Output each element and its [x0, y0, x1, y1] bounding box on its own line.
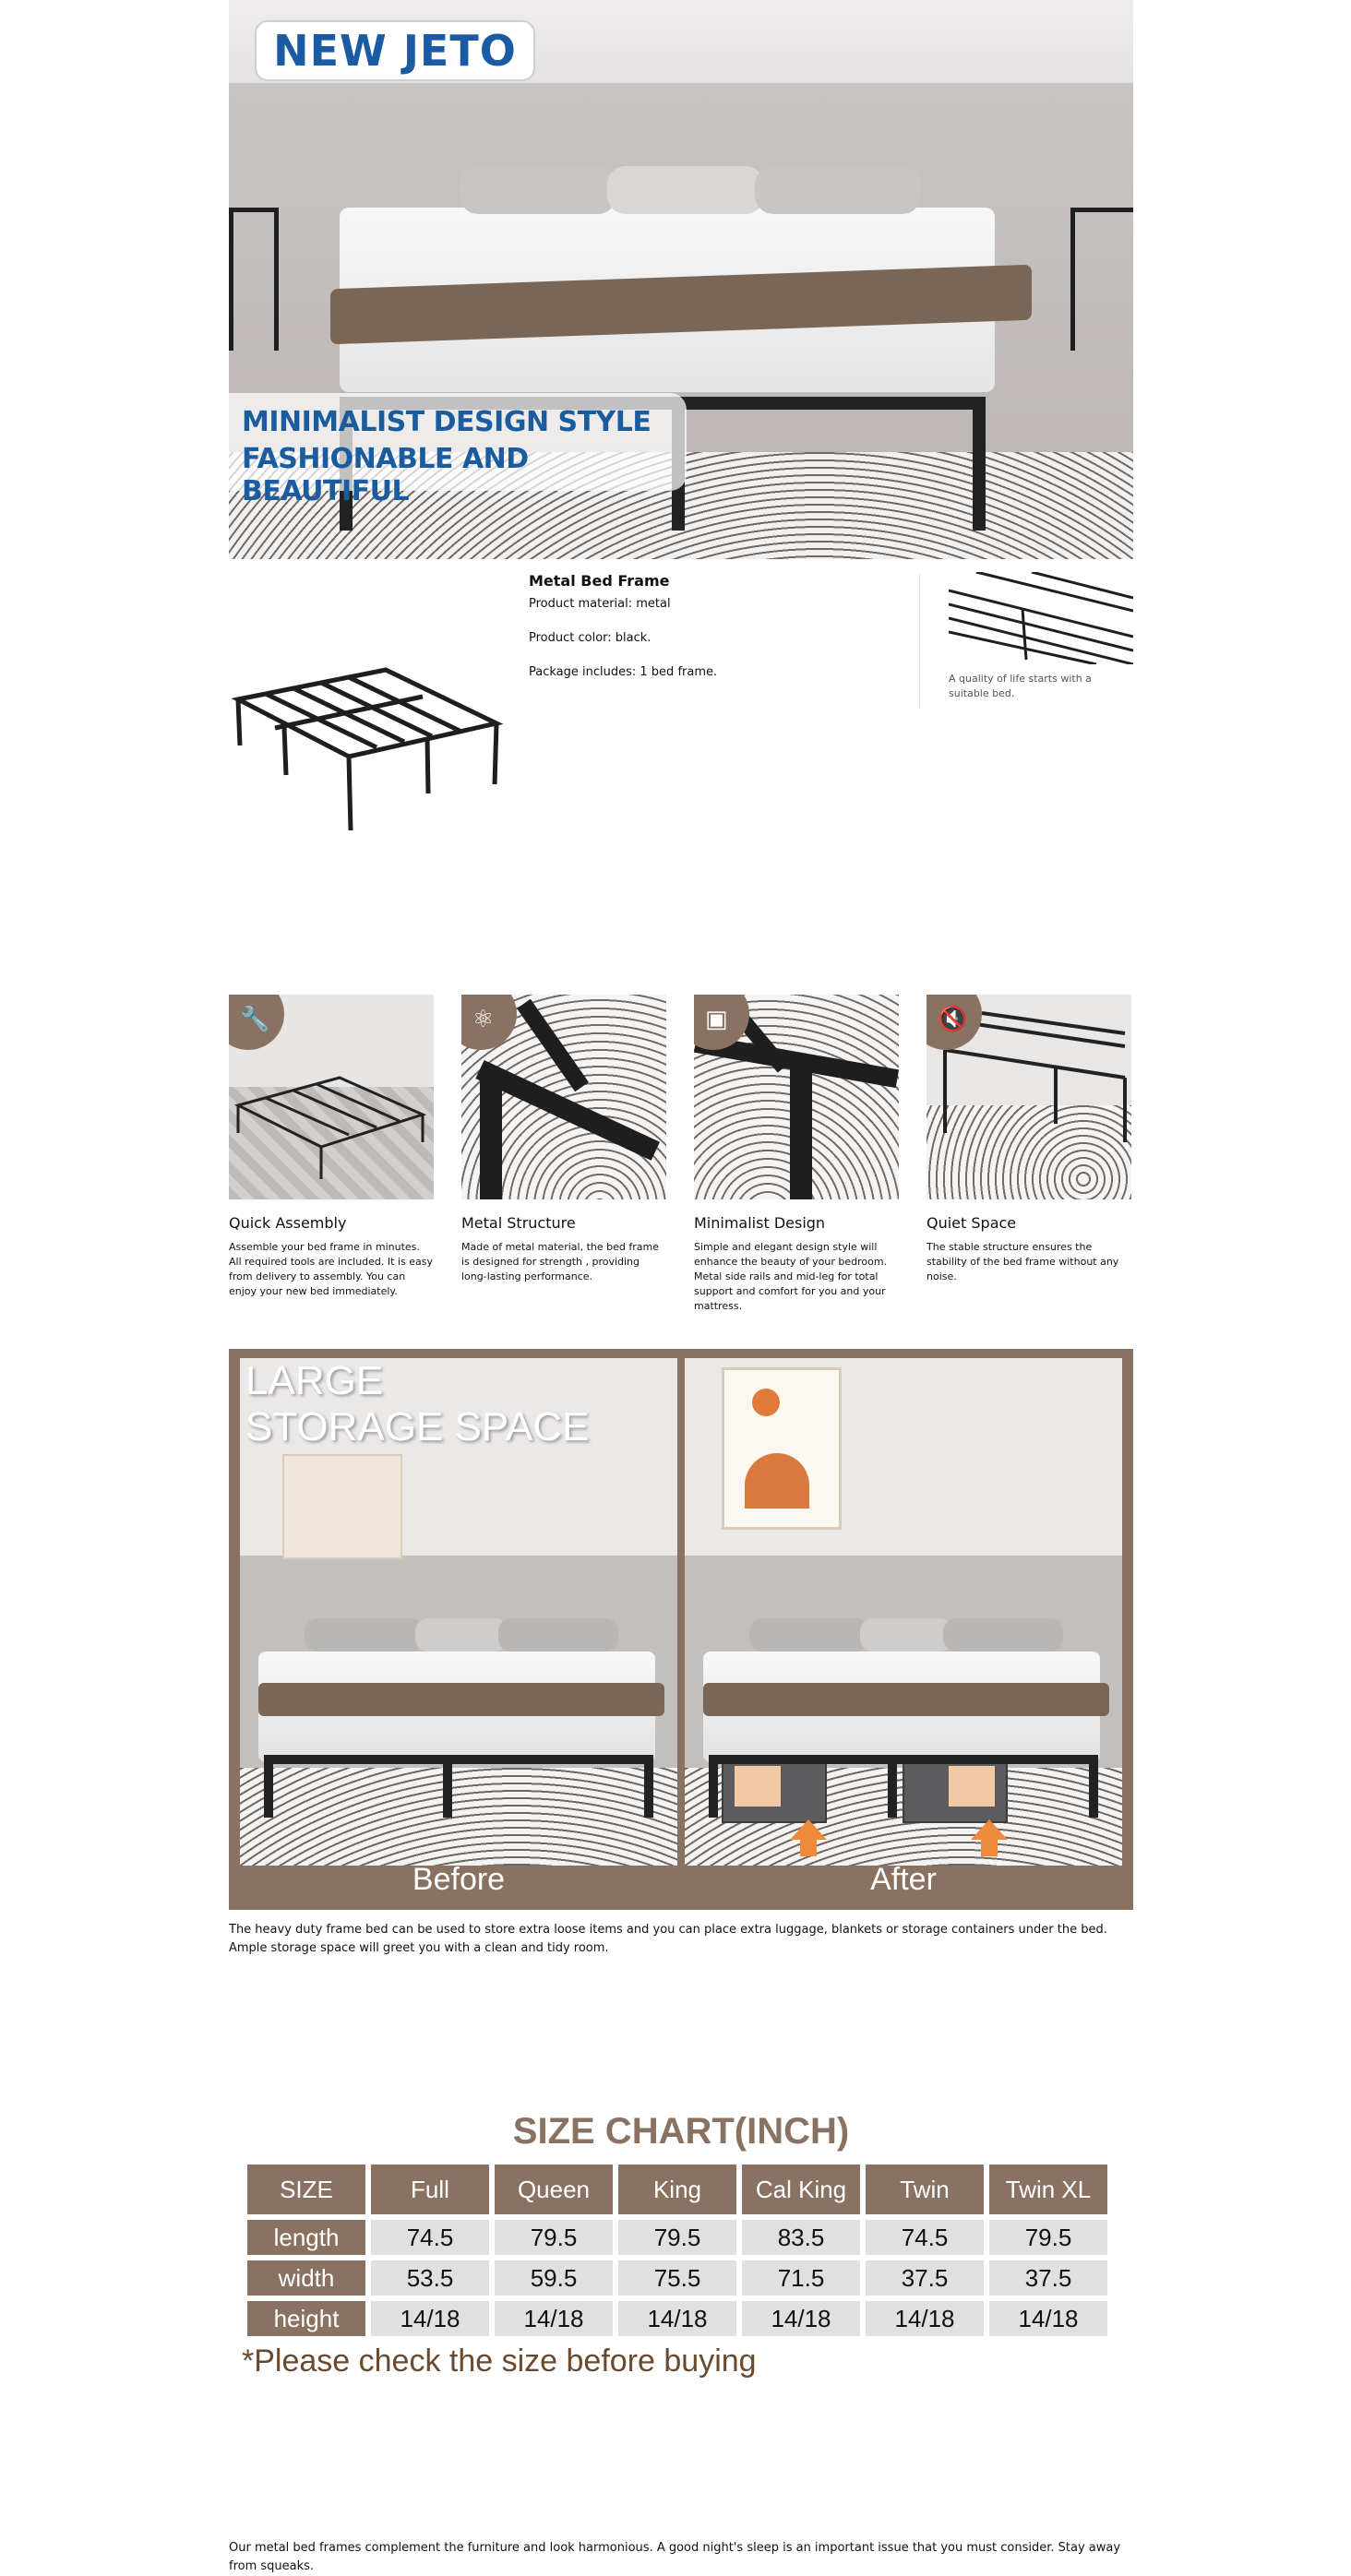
size-cell: 53.5 [371, 2260, 489, 2296]
feature-image-structure [461, 995, 666, 1199]
size-chart-row [247, 2301, 1107, 2336]
feature-badge [461, 995, 517, 1050]
hero-line-2: FASHIONABLE AND BEAUTIFUL [242, 443, 529, 507]
feature-title-design: Minimalist Design [694, 1214, 826, 1232]
size-row-label: length [247, 2220, 365, 2255]
hero-bed-leg [973, 406, 986, 531]
size-chart-title: SIZE CHART(INCH) [512, 2111, 850, 2152]
size-cell: 74.5 [371, 2220, 489, 2255]
size-header-label: SIZE [247, 2165, 365, 2214]
storage-title-line-1: LARGE [245, 1358, 384, 1403]
size-cell: 14/18 [742, 2301, 860, 2336]
feature-desc-structure: Made of metal material, the bed frame is designed for strength , providing long-lasting performance. [461, 1241, 659, 1282]
product-material: Product material: metal [529, 597, 671, 611]
after-label: After [870, 1862, 937, 1897]
feature-title-structure: Metal Structure [461, 1214, 576, 1232]
brand-logo [255, 20, 535, 81]
product-title: Metal Bed Frame [529, 572, 670, 590]
size-cell: 79.5 [989, 2220, 1107, 2255]
size-chart-table [242, 2159, 1113, 2342]
bed-frame-icon [229, 646, 506, 840]
bed-frame-detail-icon [949, 572, 1133, 664]
size-cell: 14/18 [866, 2301, 984, 2336]
feature-image-design [694, 995, 899, 1199]
info-divider [919, 574, 920, 709]
after-panel [685, 1358, 1122, 1866]
nightstand-left [229, 208, 279, 351]
size-cell: 14/18 [371, 2301, 489, 2336]
bed-frame-detail-image [949, 572, 1133, 664]
storage-box [903, 1755, 1008, 1823]
before-label: Before [412, 1862, 506, 1897]
size-chart-row [247, 2260, 1107, 2296]
size-column-header: Cal King [742, 2165, 860, 2214]
nightstand-right [1070, 208, 1133, 351]
feature-desc-design: Simple and elegant design style will enhance the beauty of your bedroom. Metal side rails and mid-leg for total support and comfort for you and your mattress. [694, 1241, 888, 1312]
size-column-header: Queen [495, 2165, 613, 2214]
size-column-header: Twin XL [989, 2165, 1107, 2214]
brand-logo-text: NEW JETO [273, 26, 517, 76]
product-info [529, 572, 898, 699]
size-cell: 14/18 [989, 2301, 1107, 2336]
storage-title [245, 1358, 589, 1450]
storage-description: The heavy duty frame bed can be used to store extra loose items and you can place extra luggage, blankets or storage containers under the bed. Ample storage space will greet you with a clean and tidy room. [229, 1923, 1107, 1955]
storage-banner [229, 1349, 1133, 1910]
size-cell: 59.5 [495, 2260, 613, 2296]
wall-picture [282, 1454, 402, 1559]
size-chart-row [247, 2220, 1107, 2255]
feature-desc-quiet: The stable structure ensures the stability of the bed frame without any noise. [927, 1241, 1119, 1282]
storage-box [722, 1755, 827, 1823]
size-chart-header-row [247, 2165, 1107, 2214]
size-column-header: King [618, 2165, 736, 2214]
footer-description: Our metal bed frames complement the furniture and look harmonious. A good night's sleep is an important issue that you must consider. Stay away from squeaks. [229, 2541, 1121, 2573]
size-cell: 79.5 [618, 2220, 736, 2255]
size-cell: 37.5 [866, 2260, 984, 2296]
feature-image-assembly [229, 995, 434, 1199]
side-caption: A quality of life starts with a suitable bed. [949, 673, 1092, 699]
product-package: Package includes: 1 bed frame. [529, 665, 718, 679]
hero-pillow [755, 166, 921, 214]
storage-title-line-2: STORAGE SPACE [245, 1404, 590, 1449]
size-cell: 71.5 [742, 2260, 860, 2296]
arrow-up-icon [971, 1819, 1008, 1840]
size-column-header: Twin [866, 2165, 984, 2214]
product-color: Product color: black. [529, 631, 652, 645]
size-cell: 14/18 [618, 2301, 736, 2336]
size-note: *Please check the size before buying [242, 2343, 757, 2379]
size-cell: 14/18 [495, 2301, 613, 2336]
size-cell: 79.5 [495, 2220, 613, 2255]
hero-pillow [607, 166, 764, 214]
bed-frame-thumbnail [229, 646, 506, 840]
hero-line-1: MINIMALIST DESIGN STYLE [242, 406, 652, 438]
size-cell: 75.5 [618, 2260, 736, 2296]
size-cell: 74.5 [866, 2220, 984, 2255]
atom-icon: ⚛ [472, 1006, 495, 1033]
mute-icon: 🔇 [938, 1006, 968, 1033]
arrow-up-icon [790, 1819, 827, 1840]
size-column-header: Full [371, 2165, 489, 2214]
drawer-icon: ▣ [705, 1006, 728, 1033]
size-row-label: height [247, 2301, 365, 2336]
hero-pillow [460, 166, 616, 214]
hero-image [229, 0, 1133, 559]
hero-banner [229, 393, 687, 507]
size-cell: 37.5 [989, 2260, 1107, 2296]
feature-desc-assembly: Assemble your bed frame in minutes. All required tools are included. It is easy from delivery to assembly. You can enjoy your new bed immediately. [229, 1241, 433, 1297]
wrench-icon: 🔧 [240, 1006, 270, 1033]
feature-title-assembly: Quick Assembly [229, 1214, 347, 1232]
feature-title-quiet: Quiet Space [927, 1214, 1017, 1232]
wall-picture [722, 1367, 842, 1530]
feature-image-quiet [927, 995, 1131, 1199]
size-row-label: width [247, 2260, 365, 2296]
size-cell: 83.5 [742, 2220, 860, 2255]
